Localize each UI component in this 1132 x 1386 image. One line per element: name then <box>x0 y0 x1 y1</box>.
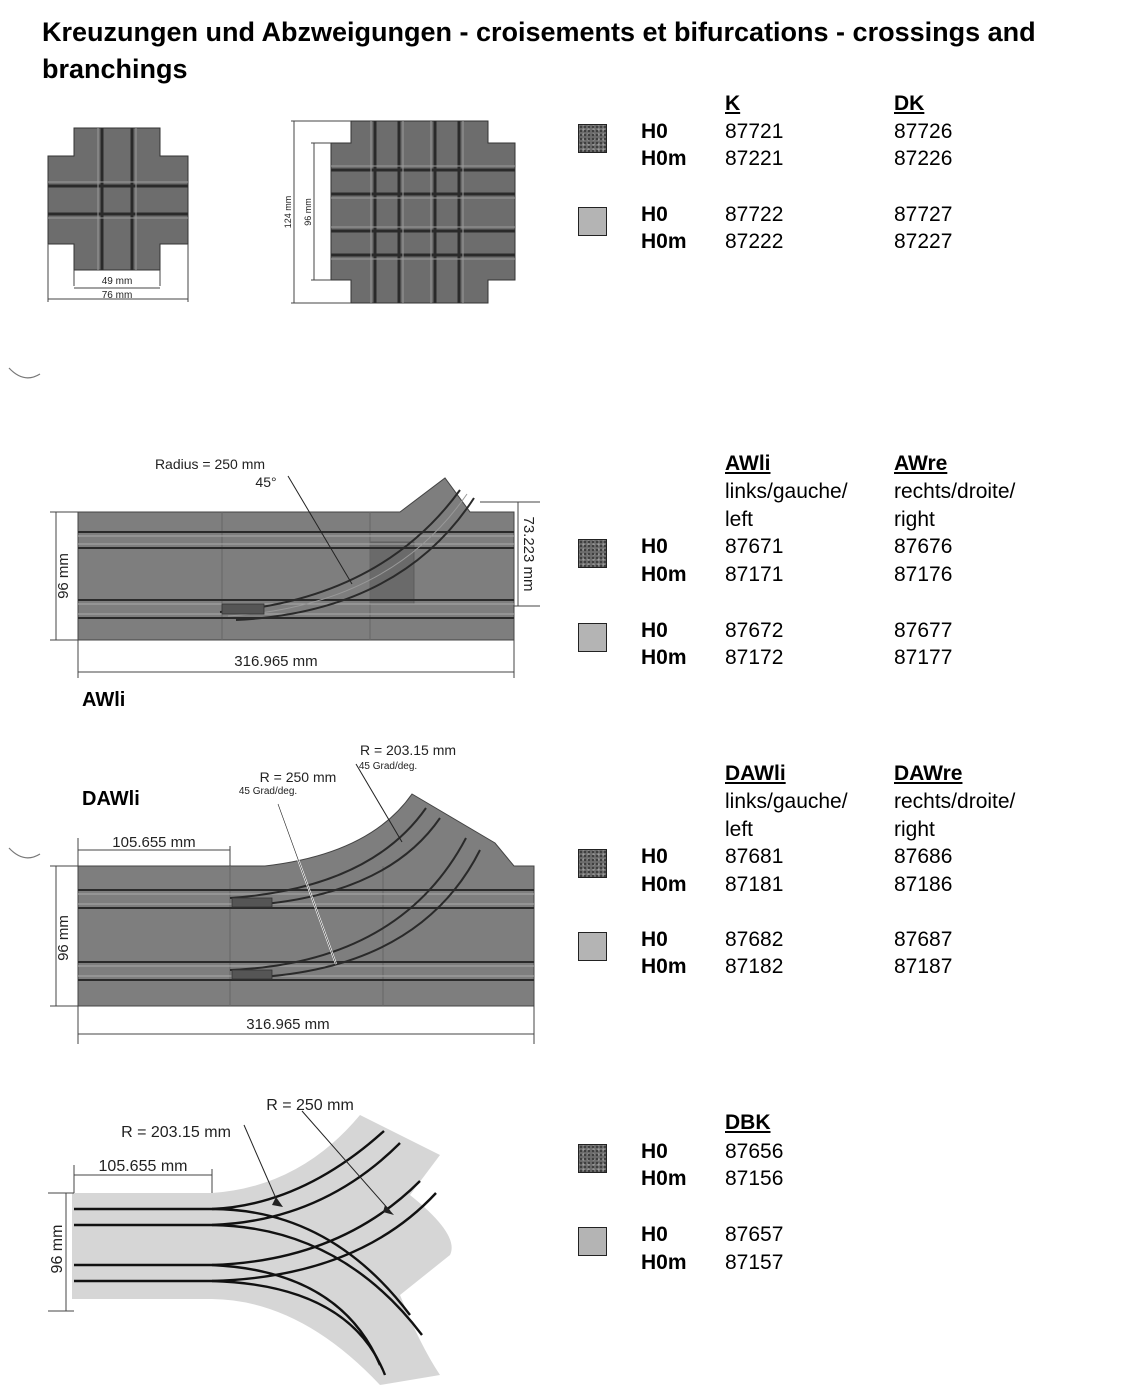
scale-label: H0m <box>641 147 687 170</box>
dawre-desc-line1: rechts/droite/ <box>894 790 1016 813</box>
article-number: 87672 <box>725 619 784 642</box>
dbk-drawing <box>40 1085 520 1385</box>
awli-desc-line1: links/gauche/ <box>725 480 848 503</box>
scale-label: H0m <box>641 1167 687 1190</box>
awli-angle: 45° <box>255 474 277 490</box>
dawli-caption: DAWli <box>82 788 140 810</box>
dk-outer-height: 124 mm <box>283 195 293 229</box>
scale-label: H0 <box>641 120 668 143</box>
swatch-dark <box>578 1144 607 1173</box>
dawli-length: 316.965 mm <box>246 1016 330 1033</box>
article-number: 87187 <box>894 955 953 978</box>
swatch-light <box>578 623 607 652</box>
header-dk: DK <box>894 92 925 115</box>
article-number: 87156 <box>725 1167 784 1190</box>
scale-label: H0 <box>641 1223 668 1246</box>
dawli-turnout-drawing <box>40 738 560 1048</box>
article-number: 87226 <box>894 147 953 170</box>
scale-label: H0 <box>641 203 668 226</box>
dawli-r1: R = 203.15 mm <box>359 742 457 758</box>
article-number: 87177 <box>894 646 953 669</box>
awli-caption: AWli <box>82 689 126 711</box>
article-number: 87687 <box>894 928 953 951</box>
header-awre: AWre <box>894 452 948 475</box>
article-number: 87727 <box>894 203 953 226</box>
punch-mark <box>6 362 42 384</box>
article-number: 87656 <box>725 1140 784 1163</box>
dawli-desc-line2: left <box>725 818 754 841</box>
k-outer-width: 76 mm <box>101 290 133 301</box>
header-dbk: DBK <box>725 1111 771 1134</box>
dbk-offset: 105.655 mm <box>98 1158 188 1175</box>
header-dawli: DAWli <box>725 762 786 785</box>
awli-turnout-drawing <box>40 450 560 690</box>
swatch-dark <box>578 539 607 568</box>
header-awli: AWli <box>725 452 771 475</box>
scale-label: H0m <box>641 230 687 253</box>
article-number: 87186 <box>894 873 953 896</box>
article-number: 87682 <box>725 928 784 951</box>
scale-label: H0 <box>641 928 668 951</box>
awli-length: 316.965 mm <box>234 653 318 670</box>
page-title: Kreuzungen und Abzweigungen - croisements et bifurcations - crossings and branchings <box>42 17 1036 84</box>
dk-inner-height: 96 mm <box>303 198 313 226</box>
article-number: 87681 <box>725 845 784 868</box>
dawre-desc-line2: right <box>894 818 935 841</box>
article-number: 87677 <box>894 619 953 642</box>
article-number: 87221 <box>725 147 784 170</box>
swatch-light <box>578 1227 607 1256</box>
awre-desc-line1: rechts/droite/ <box>894 480 1016 503</box>
scale-label: H0m <box>641 563 687 586</box>
awre-desc-line2: right <box>894 508 935 531</box>
article-number: 87227 <box>894 230 953 253</box>
dawli-height: 96 mm <box>55 915 72 961</box>
article-number: 87671 <box>725 535 784 558</box>
article-number: 87676 <box>894 535 953 558</box>
scale-label: H0 <box>641 845 668 868</box>
swatch-dark <box>578 849 607 878</box>
article-number: 87181 <box>725 873 784 896</box>
article-number: 87182 <box>725 955 784 978</box>
awli-desc-line2: left <box>725 508 754 531</box>
swatch-dark <box>578 124 607 153</box>
header-k: K <box>725 92 741 115</box>
scale-label: H0m <box>641 1251 687 1274</box>
article-number: 87157 <box>725 1251 784 1274</box>
article-number: 87176 <box>894 563 953 586</box>
dk-crossing-drawing <box>283 115 528 310</box>
article-number: 87222 <box>725 230 784 253</box>
scale-label: H0 <box>641 619 668 642</box>
header-dawre: DAWre <box>894 762 963 785</box>
scale-label: H0m <box>641 955 687 978</box>
article-number: 87722 <box>725 203 784 226</box>
scale-label: H0m <box>641 873 687 896</box>
dawli-r1-sub: 45 Grad/deg. <box>358 761 418 772</box>
k-crossing-drawing <box>40 120 200 305</box>
swatch-light <box>578 932 607 961</box>
article-number: 87172 <box>725 646 784 669</box>
article-number: 87171 <box>725 563 784 586</box>
article-number: 87657 <box>725 1223 784 1246</box>
article-number: 87721 <box>725 120 784 143</box>
dbk-height: 96 mm <box>49 1224 66 1274</box>
dbk-r-big: R = 250 mm <box>266 1097 354 1114</box>
dbk-r-small: R = 203.15 mm <box>121 1124 231 1141</box>
scale-label: H0 <box>641 535 668 558</box>
k-inner-width: 49 mm <box>101 276 133 287</box>
punch-mark <box>6 842 42 864</box>
dawli-desc-line1: links/gauche/ <box>725 790 848 813</box>
dawli-r2: R = 250 mm <box>259 769 337 785</box>
dawli-r2-sub: 45 Grad/deg. <box>238 786 298 797</box>
scale-label: H0m <box>641 646 687 669</box>
awli-radius: Radius = 250 mm <box>154 456 266 472</box>
awli-right-height: 73.223 mm <box>520 516 537 592</box>
scale-label: H0 <box>641 1140 668 1163</box>
swatch-light <box>578 207 607 236</box>
dawli-offset: 105.655 mm <box>112 834 196 851</box>
awli-height: 96 mm <box>55 553 72 599</box>
article-number: 87686 <box>894 845 953 868</box>
article-number: 87726 <box>894 120 953 143</box>
